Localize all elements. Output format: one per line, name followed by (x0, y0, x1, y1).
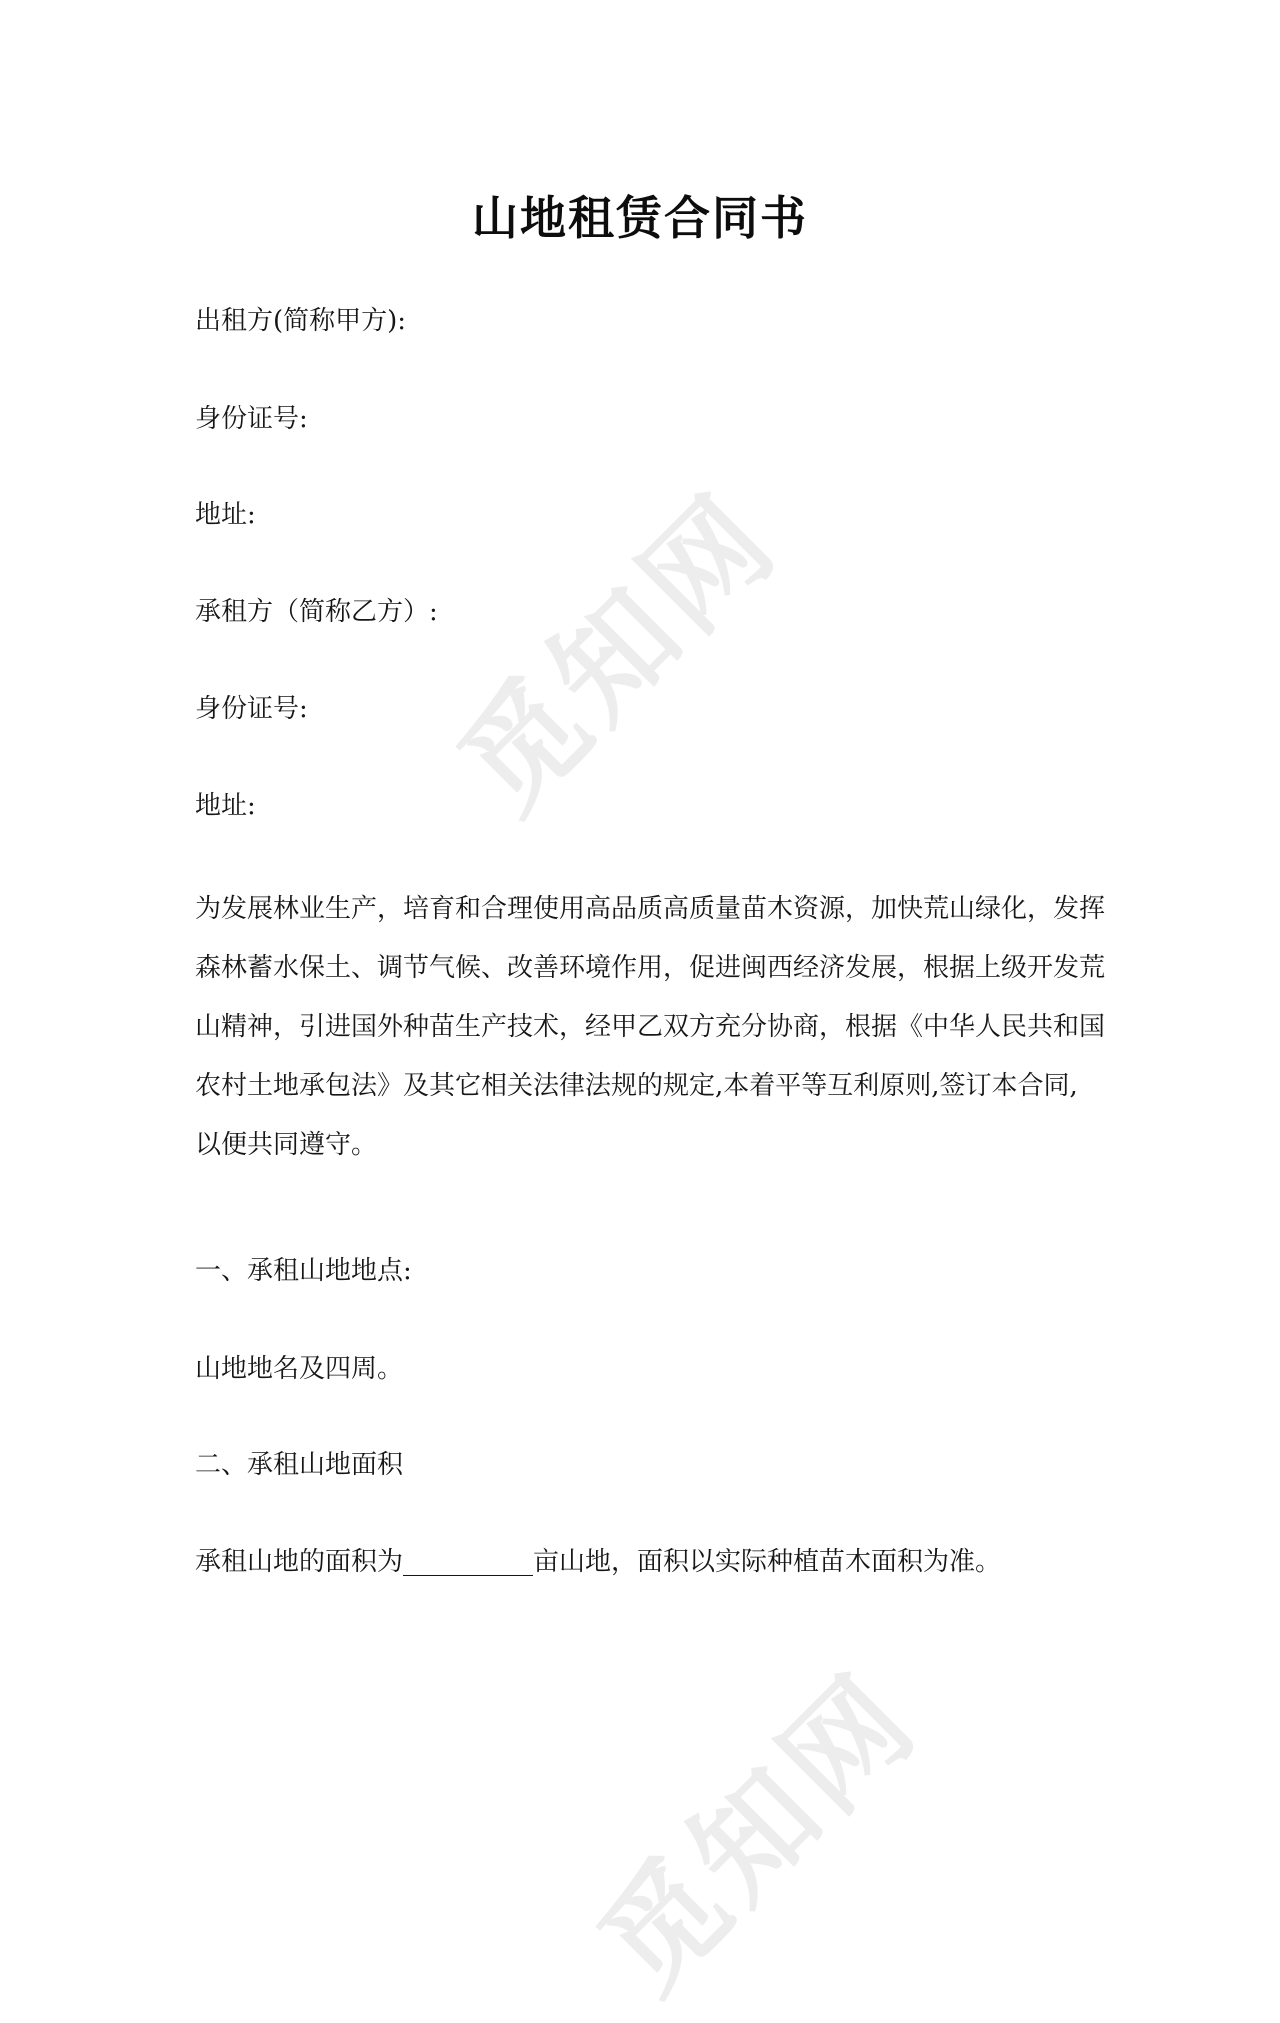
intro-line: 农村土地承包法》及其它相关法律法规的规定,本着平等互利原则,签订本合同, (195, 1071, 1078, 1101)
intro-line: 山精神，引进国外种苗生产技术，经甲乙双方充分协商，根据《中华人民共和国 (195, 1012, 1106, 1042)
lessee-label: 承租方（简称乙方）: (195, 597, 438, 627)
intro-paragraph (195, 880, 1106, 1175)
section1-text: 山地地名及四周。 (195, 1354, 404, 1384)
section1-heading: 一、承租山地地点: (195, 1256, 412, 1286)
watermark-text: 觅知网 (574, 1648, 945, 2019)
lessor-label: 出租方(简称甲方): (195, 306, 407, 336)
section2-text: 承租山地的面积为__________亩山地，面积以实际种植苗木面积为准。 (195, 1547, 1002, 1577)
lessor-id-label: 身份证号: (195, 404, 308, 434)
lessee-id-label: 身份证号: (195, 694, 308, 724)
intro-line: 以便共同遵守。 (195, 1130, 378, 1160)
lessee-address-label: 地址: (195, 791, 256, 821)
lessor-address-label: 地址: (195, 500, 256, 530)
document-title: 山地租赁合同书 (472, 191, 808, 245)
section2-heading: 二、承租山地面积 (195, 1450, 404, 1480)
watermark-text: 觅知网 (434, 468, 805, 839)
intro-line: 为发展林业生产，培育和合理使用高品质高质量苗木资源，加快荒山绿化，发挥 (195, 894, 1106, 924)
intro-line: 森林蓄水保土、调节气候、改善环境作用，促进闽西经济发展，根据上级开发荒 (195, 953, 1106, 983)
